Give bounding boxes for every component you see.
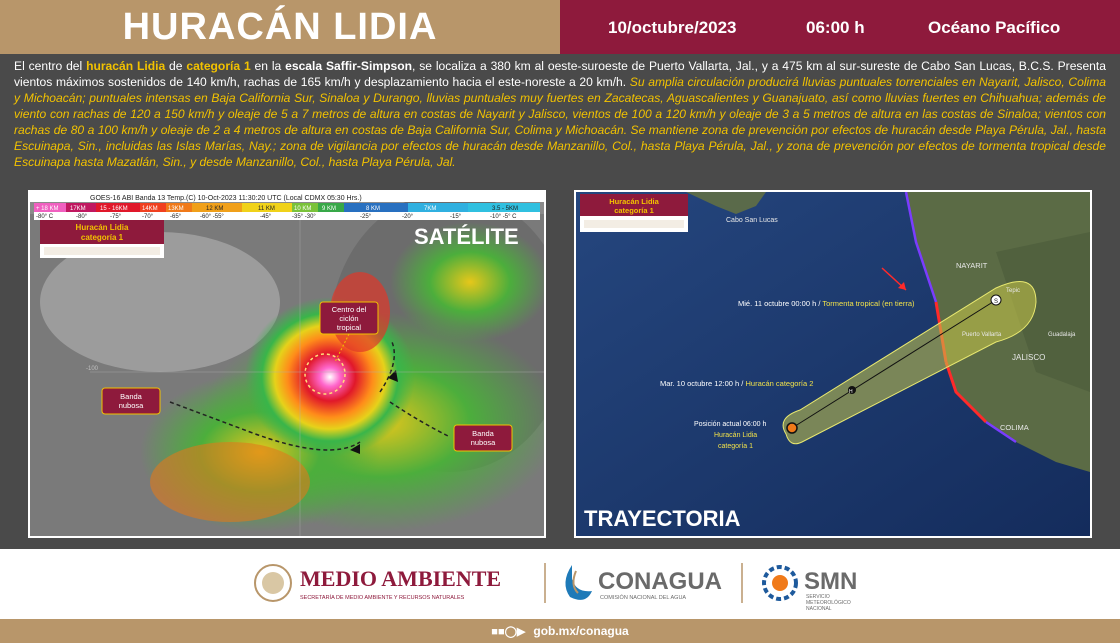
forecast-2-date: Mar. 10 octubre 12:00 h / Huracán categoría 2 [660,379,814,388]
svg-text:nubosa: nubosa [470,438,496,447]
scale-c-8: -25° [360,214,372,220]
bulletin-part: El centro del [14,59,87,73]
page-title: HURACÁN LIDIA [122,5,438,48]
current-storm-name: Huracán Lidia [714,432,758,439]
scale-c-7: -35° -30° [292,214,316,220]
footer-logo-strip [0,549,1120,619]
scale-km-11: 3.5 - 5KM [492,206,519,212]
conagua-sub: COMISIÓN NACIONAL DEL AGUA [600,595,687,601]
track-heading: TRAYECTORIA [584,506,741,531]
svg-text:Banda: Banda [472,429,494,438]
svg-text:Centro del: Centro del [331,305,367,314]
label-banda-2 [454,425,512,451]
current-storm-category: categoría 1 [718,443,754,450]
current-position-label: Posición actual 06:00 h [694,421,767,428]
svg-text:Banda: Banda [120,392,142,401]
medio-ambiente-logo [255,565,501,601]
scale-c-5: -60° -55° [200,214,224,220]
scale-km-1: 17KM [70,206,86,212]
svg-text:ciclón: ciclón [339,314,359,323]
place-jalisco: JALISCO [1012,353,1046,362]
social-icons[interactable]: ■■◯▶ [491,625,526,638]
scale-km-5: 12 KM [206,206,224,212]
track-legend [580,194,688,232]
smn-label: SMN [804,568,858,595]
medio-ambiente-label: MEDIO AMBIENTE [300,566,502,591]
bulletin-ocean: Océano Pacífico [928,18,1061,37]
scale-c-2: -75° [110,214,122,220]
storm-category: categoría 1 [186,59,251,73]
sat-legend-line2: categoría 1 [80,233,124,242]
scale-km-10: 7KM [424,206,437,212]
scale-c-4: -65° [170,214,182,220]
bulletin-time: 06:00 h [806,18,865,37]
svg-text:Huracán Lidia: Huracán Lidia [609,197,659,206]
scale-c-0: -80° C [36,214,54,220]
bulletin-text [14,58,1106,182]
track-panel [574,190,1092,538]
footer-logos [0,549,1120,619]
scale-km-8: 9 KM [322,206,337,212]
scale-km-3: 14KM [142,206,158,212]
forecast-1-date: Mié. 11 octubre 00:00 h / Tormenta tropical (en tierra) [738,299,915,308]
bulletin-part: en la [250,59,286,73]
scale-c-1: -80° [76,214,88,220]
header-title-bar [0,0,560,54]
svg-text:categoría 1: categoría 1 [614,206,654,215]
place-guadalajara: Guadalaja [1048,332,1076,338]
satellite-heading: SATÉLITE [414,224,519,249]
place-nayarit: NAYARIT [956,261,988,270]
scale-c-11: -10° -5° C [490,214,517,220]
satellite-panel [28,190,546,538]
bulletin-part: , se localiza a 380 km al oeste-suroeste de Puerto Vallarta, Jal., y a 475 km al sur-sureste de Cabo San Lucas, B.C.S. Presenta vientos máximos sostenidos de 140 km/h, rachas de 165 km/h y desplazamiento hacia el este-noreste a 20 km/h. [14,59,1106,89]
temperature-scale [34,203,540,220]
smn-sub-2: METEOROLÓGICO [806,600,851,606]
place-pvallarta: Puerto Vallarta [962,332,1002,338]
track-map [576,192,1090,536]
marker-h: H [849,389,853,395]
svg-text:tropical: tropical [336,323,362,332]
svg-text:nubosa: nubosa [118,401,144,410]
scale-c-10: -15° [450,214,462,220]
label-banda-1 [102,388,160,414]
header-info-bar [560,0,1120,54]
scale-km-4: 13KM [168,206,184,212]
conagua-label: CONAGUA [598,568,722,595]
bottom-bar [0,619,1120,643]
scale-km-2: 15 - 16KM [100,206,128,212]
bulletin-forecast: Su amplia circulación producirá lluvias puntuales torrenciales en Nayarit, Jalisco, Colima y Michoacán; puntuales intensas en Baja California Sur, Sinaloa y Durango, lluvias puntuales muy fuertes en Zacatecas, Aguascalientes y Guanajuato, así como lluvias fuertes en Chihuahua; además de viento con rachas de 120 a 150 km/h y oleaje de 5 a 7 metros de altura en costas de Nayarit y Jalisco, vientos de 100 a 120 km/h y oleaje de 3 a 5 metros de altura en las costas de Sinaloa; vientos con rachas de 80 a 100 km/h y oleaje de 2 a 4 metros de altura en costas de Baja California Sur, Colima y Michoacán. Se mantiene zona de prevención por efectos de huracán desde Playa Pérula, Jal., hasta Escuinapa, Sin., incluidas las Islas Marías, Nay.; zona de vigilancia por efectos de huracán desde Manzanillo, Col., hasta Playa Pérula, Jal., y zona de prevención por efectos de tormenta tropical desde Escuinapa hasta Mazatlán, Sin., y desde Manzanillo, Col., hasta Playa Pérula, Jal. [14,75,1106,169]
storm-name: huracán Lidia [86,59,166,73]
website-link[interactable]: gob.mx/conagua [533,624,629,638]
satellite-caption: GOES-16 ABI Banda 13 Temp.(C) 10-Oct-2023 11:30:20 UTC (Local CDMX 05:30 Hrs.) [90,195,362,202]
grid-label: -100 [86,366,99,372]
scale-c-6: -45° [260,214,272,220]
satellite-image [30,192,544,536]
scale-c-3: -70° [142,214,154,220]
scale-km-6: 11 KM [258,206,275,212]
satellite-legend [40,220,164,258]
bulletin-date: 10/octubre/2023 [608,18,737,37]
scale-km-0: + 18 KM [36,206,59,212]
storm-scale: escala Saffir-Simpson [285,59,412,73]
place-cabo: Cabo San Lucas [726,217,778,224]
marker-s: S [994,299,999,305]
scale-km-7: 10 KM [294,206,312,212]
conagua-logo [565,565,722,601]
smn-sub-3: NACIONAL [806,606,832,612]
smn-sub-1: SERVICIO [806,594,830,600]
smn-logo [764,567,857,612]
sat-legend-line1: Huracán Lidia [75,223,129,232]
scale-km-9: 8 KM [366,206,381,212]
place-colima: COLIMA [1000,423,1029,432]
place-tepic: Tepic [1006,288,1021,294]
medio-ambiente-sub: SECRETARÍA DE MEDIO AMBIENTE Y RECURSOS NATURALES [300,595,465,601]
bulletin-part: de [165,59,187,73]
scale-c-9: -20° [402,214,414,220]
